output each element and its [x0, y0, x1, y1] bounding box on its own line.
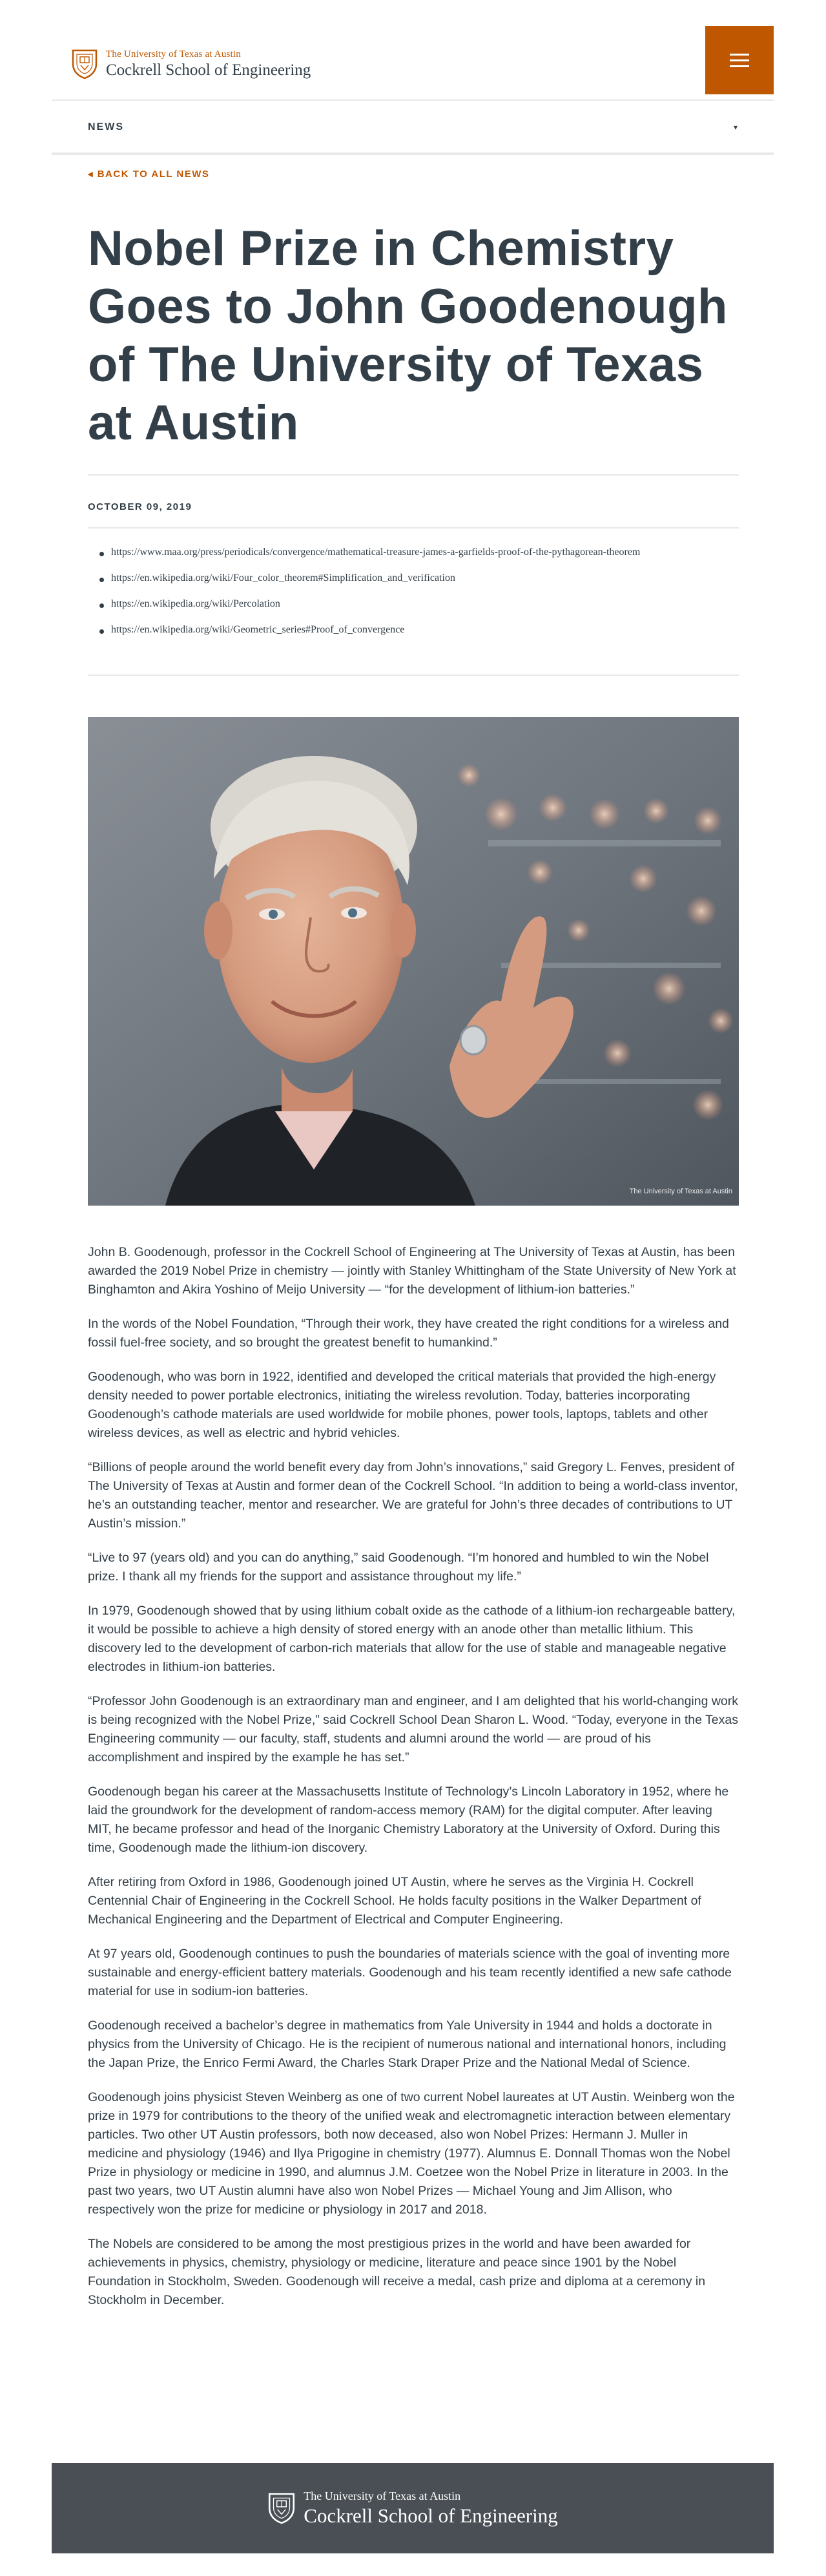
reference-link[interactable]: https://en.wikipedia.org/wiki/Percolation	[111, 598, 280, 609]
paragraph: John B. Goodenough, professor in the Cockrell School of Engineering at The University of Texas at Austin, has been awarded the 2019 Nobel Prize in chemistry — jointly with Stanley Whittingham of the State University of New York at Binghamton and Akira Yoshino of Meijo University — “for the development of lithium-ion batteries.”	[88, 1245, 736, 1297]
goodenough-portrait	[88, 717, 739, 1206]
hamburger-icon	[730, 50, 749, 71]
reference-links	[111, 547, 640, 650]
divider	[88, 675, 739, 676]
divider	[88, 474, 739, 476]
chevron-down-icon[interactable]: ▾	[733, 123, 738, 132]
ut-seal-icon	[267, 2492, 296, 2524]
reference-link[interactable]: https://en.wikipedia.org/wiki/Four_color_theorem#Simplification_and_verification	[111, 572, 455, 583]
site-footer	[52, 2463, 774, 2553]
article-photo	[88, 717, 739, 1206]
paragraph: In 1979, Goodenough showed that by using lithium cobalt oxide as the cathode of a lithium-ion rechargeable battery, it would be possible to achieve a high density of stored energy with an anode other than metallic lithium. This discovery led to the development of carbon-rich materials that allow for the use of stable and manageable negative electrodes in lithium-ion batteries.	[88, 1604, 736, 1674]
reference-link[interactable]: https://www.maa.org/press/periodicals/convergence/mathematical-treasure-james-a-garfields-proof-of-the-pythagorean-theorem	[111, 547, 641, 558]
back-to-news-link[interactable]: ◂ BACK TO ALL NEWS	[88, 169, 210, 180]
section-nav[interactable]	[52, 102, 774, 155]
photo-credit: The University of Texas at Austin	[629, 1188, 732, 1195]
footer-school: Cockrell School of Engineering	[304, 2504, 558, 2527]
paragraph: Goodenough received a bachelor’s degree in mathematics from Yale University in 1944 and holds a doctorate in physics from the University of Chicago. He is the recipient of numerous national and international honors, including the Japan Prize, the Enrico Fermi Award, the Charles Stark Draper Prize and the National Medal of Science.	[88, 2018, 727, 2070]
site-header	[52, 0, 774, 101]
footer-university: The University of Texas at Austin	[304, 2489, 461, 2502]
logo-university: The University of Texas at Austin	[106, 48, 241, 59]
paragraph: “Billions of people around the world benefit every day from John’s innovations,” said Gregory L. Fenves, president of The University of Texas at Austin and former dean of the Cockrell School. “In addition to being a world-class inventor, he’s an outstanding teacher, mentor and researcher. We are grateful for John’s three decades of contributions to UT Austin’s mission.”	[88, 1460, 738, 1531]
list-item	[111, 624, 640, 650]
divider	[88, 527, 739, 529]
paragraph: In the words of the Nobel Foundation, “Through their work, they have created the right conditions for a wireless and fossil fuel-free society, and so brought the greatest benefit to humankind.”	[88, 1317, 729, 1350]
paragraph: Goodenough began his career at the Massachusetts Institute of Technology’s Lincoln Laboratory in 1952, where he laid the groundwork for the development of random-access memory (RAM) for the digital computer. After leaving MIT, he became professor and head of the Inorganic Chemistry Laboratory at the University of Oxford. During this time, Goodenough made the lithium-ion discovery.	[88, 1785, 729, 1855]
list-item	[111, 572, 640, 598]
paragraph: Goodenough joins physicist Steven Weinberg as one of two current Nobel laureates at UT Austin. Weinberg won the prize in 1979 for contributions to the theory of the unified weak and electromagnetic interaction between elementary particles. Two other UT Austin professors, both now deceased, also won Nobel Prizes: Hermann J. Muller in medicine and physiology (1946) and Ilya Prigogine in chemistry (1977). Alumnus E. Donnall Thomas won the Nobel Prize in physiology or medicine in 1990, and alumnus J.M. Coetzee won the Nobel Prize in literature in 2003. In the past two years, two UT Austin alumni have also won Nobel Prizes — Michael Young and Jim Allison, who respectively won the prize for medicine or physiology in 2017 and 2018.	[88, 2090, 735, 2217]
paragraph: “Professor John Goodenough is an extraordinary man and engineer, and I am delighted that his world-changing work is being recognized with the Nobel Prize,” said Cockrell School Dean Sharon L. Wood. “Today, everyone in the Texas Engineering community — our faculty, staff, students and alumni around the world — are proud of his accomplishment and inspired by the example he has set.”	[88, 1694, 739, 1764]
menu-button[interactable]	[705, 26, 774, 94]
paragraph: At 97 years old, Goodenough continues to push the boundaries of materials science with the goal of inventing more sustainable and energy-efficient battery materials. Goodenough and his team recently identified a new safe cathode material for use in sodium-ion batteries.	[88, 1947, 732, 1998]
article-title: Nobel Prize in Chemistry Goes to John Goodenough of The University of Texas at Austin	[88, 221, 728, 450]
reference-link[interactable]: https://en.wikipedia.org/wiki/Geometric_series#Proof_of_convergence	[111, 624, 405, 635]
paragraph: The Nobels are considered to be among the most prestigious prizes in the world and have been awarded for achievements in physics, chemistry, physiology or medicine, literature and peace since 1901 by the Nobel Foundation in Stockholm, Sweden. Goodenough will receive a medal, cash prize and diploma at a ceremony in Stockholm in December.	[88, 2237, 706, 2307]
paragraph: After retiring from Oxford in 1986, Goodenough joined UT Austin, where he serves as the Virginia H. Cockrell Centennial Chair of Engineering in the Cockrell School. He holds faculty positions in the Walker Department of Mechanical Engineering and the Department of Electrical and Computer Engineering.	[88, 1875, 701, 1927]
logo-school: Cockrell School of Engineering	[106, 61, 311, 79]
article-body	[88, 1243, 739, 2325]
nav-label: NEWS	[88, 121, 124, 132]
list-item	[111, 547, 640, 572]
list-item	[111, 598, 640, 624]
ut-seal-icon	[71, 48, 98, 79]
paragraph: “Live to 97 (years old) and you can do anything,” said Goodenough. “I’m honored and humbled to win the Nobel prize. I thank all my friends for the support and assistance throughout my life.”	[88, 1551, 709, 1584]
paragraph: Goodenough, who was born in 1922, identified and developed the critical materials that provided the high-energy density needed to power portable electronics, initiating the wireless revolution. Today, batteries incorporating Goodenough’s cathode materials are used worldwide for mobile phones, power tools, laptops, tablets and other wireless devices, as well as electric and hybrid vehicles.	[88, 1370, 716, 1440]
footer-logo[interactable]	[267, 2489, 557, 2528]
school-logo[interactable]	[71, 47, 311, 81]
article-date: OCTOBER 09, 2019	[88, 501, 192, 512]
